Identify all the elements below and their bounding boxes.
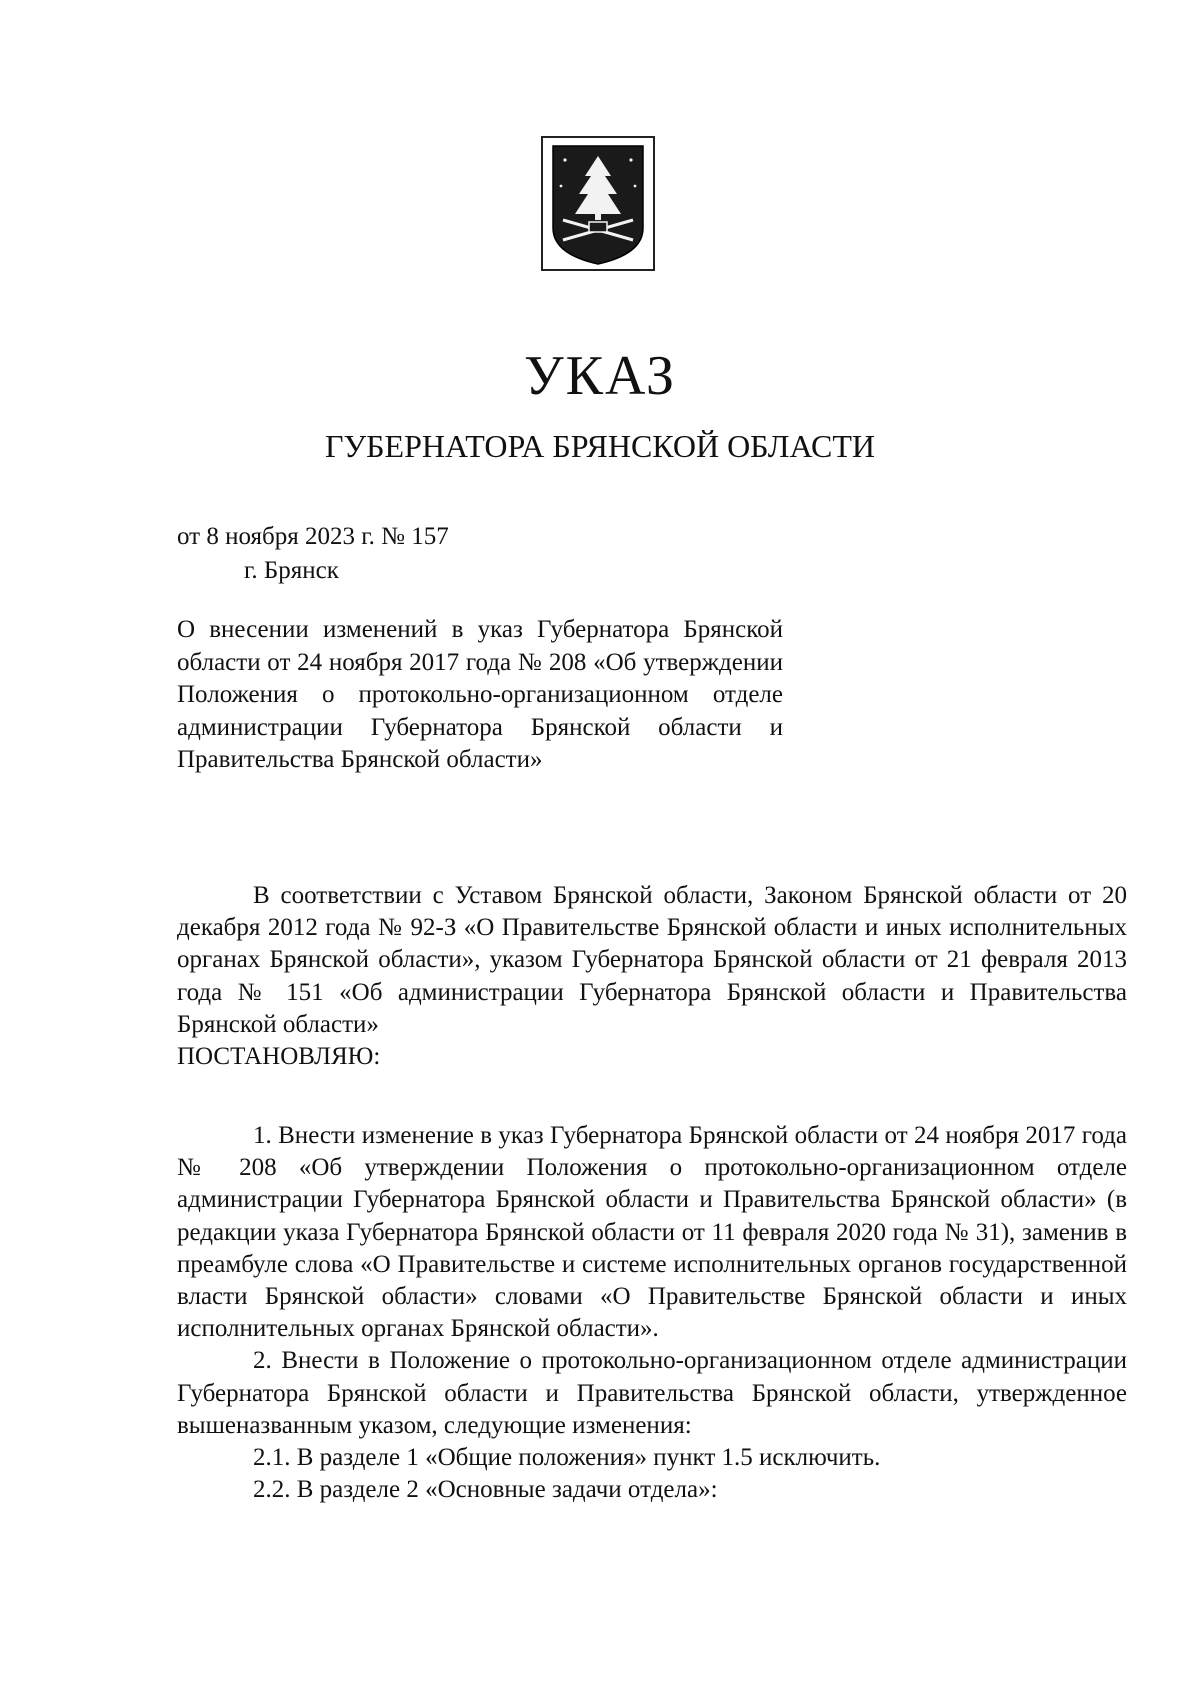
document-city: г. Брянск [244,557,339,584]
item-2-2: 2.2. В разделе 2 «Основные задачи отдела»: [253,1476,718,1504]
coat-of-arms-icon [541,136,655,271]
document-subtitle: ГУБЕРНАТОРА БРЯНСКОЙ ОБЛАСТИ [325,428,875,464]
document-heading: О внесении изменений в указ Губернатора Брянской области от 24 ноября 2017 года № 208 «Об утверждении Положения о протокольно-организационном отделе администрации Губернатора Брянской области и Правительства Брянской области» [177,616,783,774]
document-items [177,1120,1127,1506]
item-1: 1. Внести изменение в указ Губернатора Брянской области от 24 ноября 2017 года № 208 «Об утверждении Положения о протокольно-организационном отделе администрации Губернатора Брянской области и Правительства Брянской области» (в редакции указа Губернатора Брянской области от 11 февраля 2020 года № 31), заменив в преамбуле слова «О Правительстве и системе исполнительных органов государственной власти Брянской области» словами «О Правительстве Брянской области и иных исполнительных органах Брянской области». [177,1122,1127,1343]
document-date-number: от 8 ноября 2023 г. № 157 [177,523,449,550]
item-2-1: 2.1. В разделе 1 «Общие положения» пункт 1.5 исключить. [253,1444,881,1472]
item-2: 2. Внести в Положение о протокольно-организационном отделе администрации Губернатора Брянской области и Правительства Брянской области, утвержденное вышеназванным указом, следующие изменения: [177,1347,1127,1439]
document-title: УКАЗ [523,345,677,407]
preamble-text: В соответствии с Уставом Брянской области, Законом Брянской области от 20 декабря 2012 года № 92-З «О Правительстве Брянской области и иных исполнительных органах Брянской области», указом Губернатора Брянской области от 21 февраля 2013 года № 151 «Об администрации Губернатора Брянской области и Правительства Брянской области» [177,882,1127,1038]
document-preamble-block [177,880,1127,1073]
decree-word: ПОСТАНОВЛЯЮ: [177,1043,381,1071]
